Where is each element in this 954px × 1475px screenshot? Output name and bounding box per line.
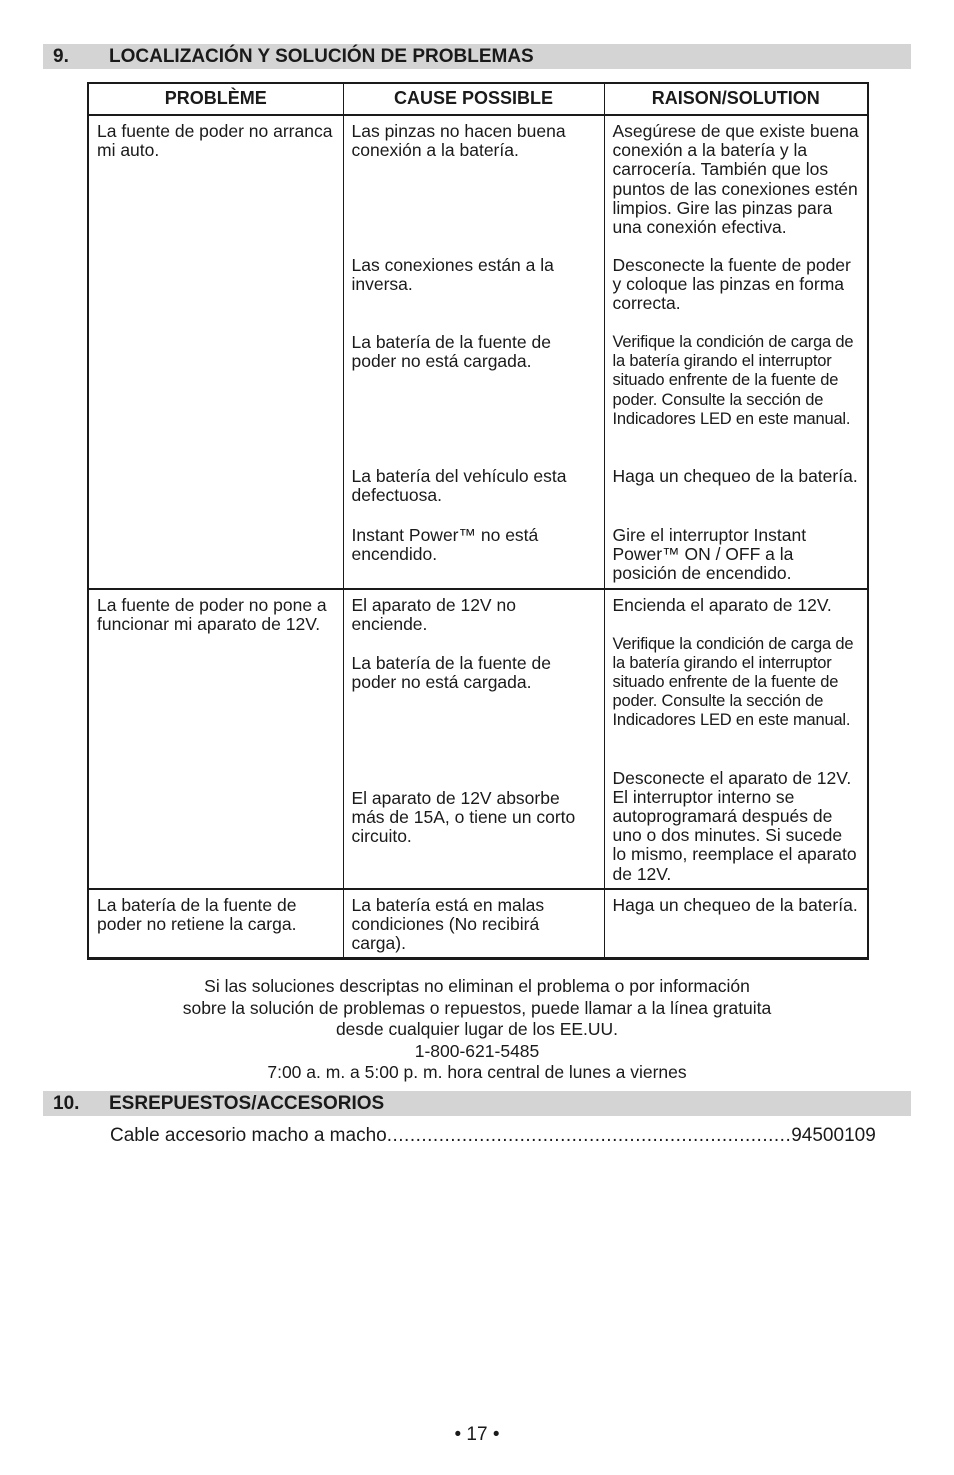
- phone-number: 1-800-621-5485: [414, 1040, 540, 1061]
- table-header-row: [88, 83, 868, 115]
- cause-text: Instant Power™ no está encendido.: [351, 525, 539, 565]
- solution-cell: [604, 589, 868, 889]
- header-problem: PROBLÈME: [88, 83, 343, 115]
- cause-text: La batería del vehículo esta defectuosa.: [351, 466, 567, 506]
- section-title: LOCALIZACIÓN Y SOLUCIÓN DE PROBLEMAS: [109, 46, 534, 67]
- solution-cell: [604, 889, 868, 959]
- cause-text: El aparato de 12V no enciende.: [351, 594, 516, 634]
- section-number: 10.: [53, 1093, 80, 1114]
- header-solution: RAISON/SOLUTION: [604, 83, 868, 115]
- part-number: 94500109: [791, 1125, 876, 1146]
- dot-leader: ......................................................................: [386, 1125, 792, 1146]
- troubleshooting-table: [87, 82, 869, 960]
- solution-text: Verifique la condición de carga de la batería girando el interruptor situado enfrente de la fuente de poder. Consulte la sección de Indicadores LED en este manual.: [612, 333, 854, 428]
- table-row: [88, 589, 868, 889]
- cause-text: Las pinzas no hacen buena conexión a la batería.: [351, 121, 566, 161]
- cause-text: Las conexiones están a la inversa.: [351, 255, 554, 295]
- solution-text: Desconecte la fuente de poder y coloque las pinzas en forma correcta.: [612, 255, 851, 314]
- problem-text: La batería de la fuente de poder no retiene la carga.: [97, 894, 297, 935]
- cause-text: La batería de la fuente de poder no está cargada.: [351, 652, 551, 692]
- section-number: 9.: [53, 46, 69, 67]
- section-title: ESREPUESTOS/ACCESORIOS: [109, 1093, 385, 1114]
- solution-text: Haga un chequeo de la batería.: [612, 894, 858, 915]
- header-cause: CAUSE POSSIBLE: [343, 83, 604, 115]
- solution-text: Haga un chequeo de la batería.: [612, 466, 858, 486]
- parts-list-item: [110, 1125, 910, 1147]
- business-hours: 7:00 a. m. a 5:00 p. m. hora central de lunes a viernes: [267, 1062, 687, 1082]
- table-row: [88, 115, 868, 589]
- section-9-header: [43, 44, 911, 69]
- cause-text: La batería de la fuente de poder no está cargada.: [351, 332, 551, 372]
- cause-cell: [343, 589, 604, 889]
- solution-text: Asegúrese de que existe buena conexión a la batería y la carrocería. También que los puntos de las conexiones estén limpios. Gire las pinzas para una conexión efectiva.: [612, 121, 859, 238]
- problem-cell: [88, 889, 343, 959]
- solution-text: Encienda el aparato de 12V.: [612, 594, 832, 615]
- cause-cell: [343, 115, 604, 589]
- cause-text: La batería está en malas condiciones (No recibirá carga).: [351, 894, 545, 954]
- table-row: [88, 889, 868, 959]
- contact-info: [0, 976, 954, 1084]
- solution-text: Verifique la condición de carga de la batería girando el interruptor situado enfrente de la fuente de poder. Consulte la sección de Indicadores LED en este manual.: [612, 634, 854, 730]
- problem-text: La fuente de poder no arranca mi auto.: [97, 121, 333, 161]
- contact-line: Si las soluciones descriptas no eliminan el problema o por información: [204, 976, 750, 996]
- contact-line: desde cualquier lugar de los EE.UU.: [335, 1019, 619, 1039]
- solution-cell: [604, 115, 868, 589]
- part-name: Cable accesorio macho a macho: [110, 1125, 387, 1146]
- contact-line: sobre la solución de problemas o repuestos, puede llamar a la línea gratuita: [182, 997, 772, 1018]
- section-10-header: [43, 1091, 911, 1116]
- problem-cell: [88, 589, 343, 889]
- page-number: • 17 •: [454, 1424, 500, 1445]
- cause-text: El aparato de 12V absorbe más de 15A, o tiene un corto circuito.: [351, 787, 576, 847]
- cause-cell: [343, 889, 604, 959]
- solution-text: Gire el interruptor Instant Power™ ON / OFF a la posición de encendido.: [612, 525, 807, 584]
- solution-text: Desconecte el aparato de 12V. El interruptor interno se autoprogramará después de uno o dos minutes. Si sucede lo mismo, reemplace el aparato de 12V.: [612, 767, 857, 884]
- problem-text: La fuente de poder no pone a funcionar mi aparato de 12V.: [97, 594, 327, 634]
- problem-cell: [88, 115, 343, 589]
